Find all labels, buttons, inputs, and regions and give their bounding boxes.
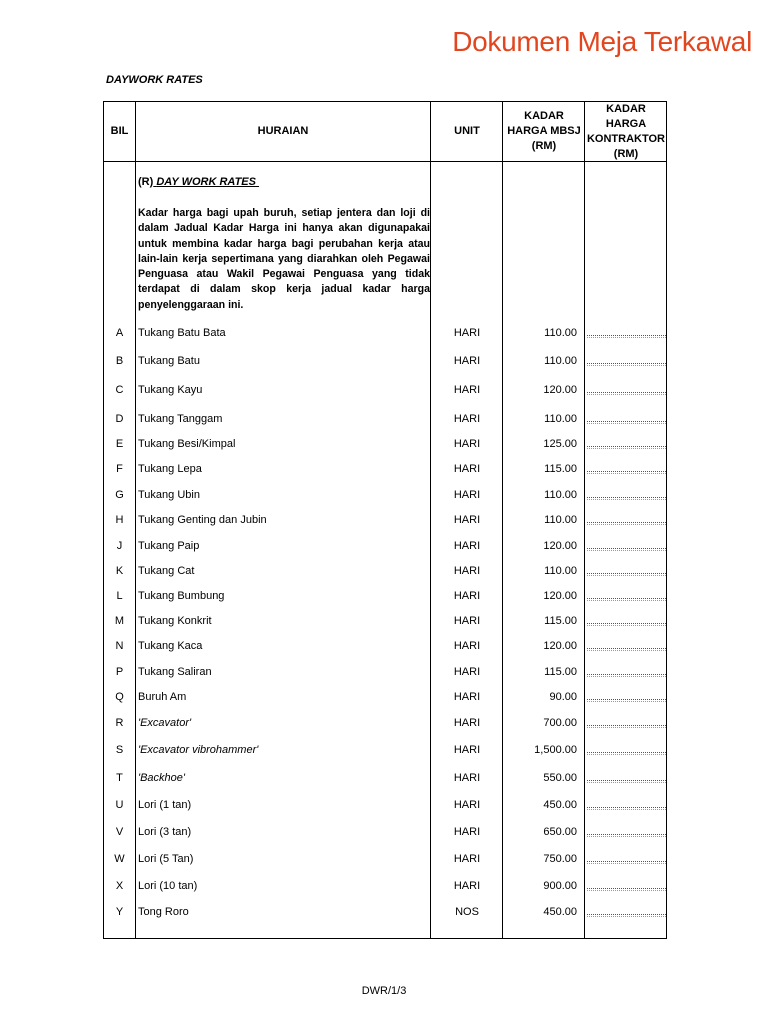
row-huraian: Tukang Ubin [138, 489, 200, 501]
row-unit: HARI [453, 691, 481, 703]
row-rate-kontraktor-blank[interactable] [587, 888, 666, 889]
row-rate-kontraktor-blank[interactable] [587, 573, 666, 574]
row-rate-kontraktor-blank[interactable] [587, 446, 666, 447]
row-rate-mbsj: 1,500.00 [534, 744, 577, 756]
row-rate-kontraktor-underline [587, 499, 666, 500]
row-rate-mbsj: 450.00 [543, 906, 577, 918]
row-unit: HARI [453, 666, 481, 678]
row-unit: HARI [453, 640, 481, 652]
row-huraian: Tukang Paip [138, 540, 200, 552]
row-rate-kontraktor-underline [587, 916, 666, 917]
table-row [0, 639, 768, 653]
row-huraian: Tukang Kaca [138, 640, 203, 652]
header-kadar-mbsj-line3: (RM) [531, 140, 557, 152]
row-unit: HARI [453, 853, 481, 865]
row-rate-mbsj: 700.00 [543, 717, 577, 729]
row-huraian: Tukang Genting dan Jubin [138, 514, 267, 526]
row-rate-kontraktor-blank[interactable] [587, 598, 666, 599]
row-rate-mbsj: 115.00 [544, 666, 577, 678]
row-rate-kontraktor-blank[interactable] [587, 363, 666, 364]
row-rate-kontraktor-blank[interactable] [587, 471, 666, 472]
row-rate-kontraktor-underline [587, 863, 666, 864]
row-rate-kontraktor-blank[interactable] [587, 725, 666, 726]
row-rate-mbsj: 900.00 [543, 880, 577, 892]
header-bil: BIL [110, 125, 129, 137]
row-rate-mbsj: 450.00 [543, 799, 577, 811]
row-rate-kontraktor-underline [587, 754, 666, 755]
table-row [0, 513, 768, 527]
row-rate-kontraktor-underline [587, 676, 666, 677]
row-rate-kontraktor-underline [587, 337, 666, 338]
table-row [0, 412, 768, 426]
row-huraian: Tukang Kayu [138, 384, 203, 396]
row-rate-mbsj: 125.00 [543, 438, 577, 450]
row-huraian: Tukang Konkrit [138, 615, 212, 627]
row-huraian: Buruh Am [138, 691, 187, 703]
row-bil: R [115, 717, 124, 729]
row-rate-kontraktor-blank[interactable] [587, 421, 666, 422]
row-unit: NOS [455, 906, 479, 918]
row-bil: X [115, 880, 124, 892]
row-bil: C [115, 384, 124, 396]
row-rate-kontraktor-blank[interactable] [587, 780, 666, 781]
row-unit: HARI [453, 744, 481, 756]
row-rate-mbsj: 110.00 [544, 413, 577, 425]
row-rate-mbsj: 115.00 [544, 463, 577, 475]
row-rate-kontraktor-underline [587, 448, 666, 449]
table-row [0, 539, 768, 553]
row-rate-kontraktor-blank[interactable] [587, 807, 666, 808]
row-unit: HARI [453, 327, 481, 339]
row-rate-mbsj: 120.00 [543, 540, 577, 552]
page-number: DWR/1/3 [361, 985, 407, 997]
row-rate-kontraktor-underline [587, 701, 666, 702]
header-kadar-kontraktor-line3: KONTRAKTOR [586, 133, 665, 145]
row-rate-kontraktor-blank[interactable] [587, 914, 666, 915]
row-rate-kontraktor-blank[interactable] [587, 392, 666, 393]
table-row [0, 825, 768, 839]
row-rate-kontraktor-blank[interactable] [587, 861, 666, 862]
header-unit: UNIT [454, 125, 480, 137]
section-title: DAY WORK RATES [156, 176, 256, 188]
row-rate-mbsj: 120.00 [543, 384, 577, 396]
table-row [0, 462, 768, 476]
row-huraian: Lori (3 tan) [138, 826, 192, 838]
row-rate-kontraktor-underline [587, 650, 666, 651]
table-row [0, 326, 768, 340]
row-bil: L [116, 590, 123, 602]
row-rate-mbsj: 110.00 [544, 565, 577, 577]
row-unit: HARI [453, 463, 481, 475]
row-bil: K [115, 565, 124, 577]
row-bil: S [115, 744, 124, 756]
row-unit: HARI [453, 540, 481, 552]
row-rate-kontraktor-underline [587, 809, 666, 810]
row-unit: HARI [453, 590, 481, 602]
row-bil: N [115, 640, 124, 652]
row-rate-kontraktor-blank[interactable] [587, 648, 666, 649]
row-rate-mbsj: 120.00 [543, 590, 577, 602]
row-huraian: Tukang Batu Bata [138, 327, 226, 339]
header-kadar-kontraktor-line4: (RM) [613, 148, 639, 160]
watermark-text: Dokumen Meja Terkawal [452, 26, 752, 57]
row-unit: HARI [453, 413, 481, 425]
table-row [0, 716, 768, 730]
row-unit: HARI [453, 514, 481, 526]
row-rate-mbsj: 750.00 [543, 853, 577, 865]
row-rate-kontraktor-underline [587, 423, 666, 424]
row-rate-kontraktor-underline [587, 727, 666, 728]
header-kadar-mbsj-line2: HARGA MBSJ [507, 125, 581, 137]
row-rate-kontraktor-blank[interactable] [587, 752, 666, 753]
header-kadar-kontraktor-line1: KADAR [606, 103, 646, 115]
row-huraian: 'Excavator' [138, 717, 192, 729]
row-rate-kontraktor-underline [587, 836, 666, 837]
table-row [0, 488, 768, 502]
table-row [0, 564, 768, 578]
row-rate-mbsj: 550.00 [543, 772, 577, 784]
section-description: Kadar harga bagi upah buruh, setiap jentera dan loji di dalam Jadual Kadar Harga ini hanya akan digunapakai untuk membina kadar harga bagi perubahan kerja atau lain-lain kerja sepertimana yang diarahkan oleh Pegawai Penguasa atau Wakil Pegawai Penguasa yang tidak terdapat di dalam skop kerja jadual kadar harga penyelenggaraan ini. [138, 207, 430, 311]
row-unit: HARI [453, 384, 481, 396]
row-rate-kontraktor-underline [587, 524, 666, 525]
row-bil: J [116, 540, 123, 552]
row-unit: HARI [453, 826, 481, 838]
row-rate-mbsj: 90.00 [549, 691, 577, 703]
row-rate-kontraktor-blank[interactable] [587, 522, 666, 523]
row-rate-kontraktor-blank[interactable] [587, 674, 666, 675]
row-rate-kontraktor-blank[interactable] [587, 699, 666, 700]
table-row [0, 743, 768, 757]
row-unit: HARI [453, 355, 481, 367]
row-huraian: Lori (10 tan) [138, 880, 198, 892]
row-bil: T [116, 772, 123, 784]
header-huraian: HURAIAN [257, 125, 309, 137]
table-row [0, 437, 768, 451]
row-rate-kontraktor-blank[interactable] [587, 335, 666, 336]
row-bil: D [115, 413, 124, 425]
row-unit: HARI [453, 565, 481, 577]
row-bil: H [115, 514, 124, 526]
row-rate-kontraktor-underline [587, 782, 666, 783]
header-kadar-kontraktor-line2: HARGA [605, 118, 647, 130]
row-huraian: Tukang Cat [138, 565, 195, 577]
row-huraian: Tukang Batu [138, 355, 200, 367]
row-bil: B [115, 355, 124, 367]
table-row [0, 614, 768, 628]
row-unit: HARI [453, 438, 481, 450]
row-bil: V [115, 826, 124, 838]
table-row [0, 798, 768, 812]
table-row [0, 905, 768, 919]
document-title: DAYWORK RATES [106, 74, 203, 86]
row-huraian: Tukang Lepa [138, 463, 202, 475]
row-huraian: Tukang Tanggam [138, 413, 223, 425]
row-bil: U [115, 799, 124, 811]
table-row [0, 383, 768, 397]
row-unit: HARI [453, 717, 481, 729]
row-bil: Y [115, 906, 124, 918]
row-bil: Q [115, 691, 124, 703]
row-bil: A [115, 327, 124, 339]
row-rate-mbsj: 650.00 [543, 826, 577, 838]
row-huraian: Lori (1 tan) [138, 799, 192, 811]
row-unit: HARI [453, 489, 481, 501]
row-rate-kontraktor-underline [587, 575, 666, 576]
row-rate-kontraktor-blank[interactable] [587, 497, 666, 498]
row-rate-kontraktor-underline [587, 550, 666, 551]
row-bil: M [114, 615, 125, 627]
row-rate-kontraktor-underline [587, 365, 666, 366]
row-rate-kontraktor-underline [587, 394, 666, 395]
table-row [0, 771, 768, 785]
table-row [0, 354, 768, 368]
table-row [0, 665, 768, 679]
row-rate-mbsj: 110.00 [544, 489, 577, 501]
row-unit: HARI [453, 799, 481, 811]
row-rate-mbsj: 120.00 [543, 640, 577, 652]
section-code: (R) [138, 176, 154, 188]
row-bil: F [116, 463, 123, 475]
row-bil: P [115, 666, 124, 678]
row-bil: G [115, 489, 124, 501]
table-row [0, 852, 768, 866]
row-rate-kontraktor-underline [587, 600, 666, 601]
row-huraian: Tukang Besi/Kimpal [138, 438, 236, 450]
row-rate-mbsj: 110.00 [544, 355, 577, 367]
row-rate-kontraktor-underline [587, 890, 666, 891]
row-rate-kontraktor-blank[interactable] [587, 548, 666, 549]
row-huraian: Tong Roro [138, 906, 189, 918]
row-bil: W [114, 853, 125, 865]
table-row [0, 879, 768, 893]
row-rate-mbsj: 110.00 [544, 327, 577, 339]
table-row [0, 690, 768, 704]
row-bil: E [115, 438, 124, 450]
table-row [0, 589, 768, 603]
row-rate-kontraktor-blank[interactable] [587, 834, 666, 835]
row-rate-mbsj: 115.00 [544, 615, 577, 627]
row-huraian: Tukang Saliran [138, 666, 212, 678]
row-huraian: 'Excavator vibrohammer' [138, 744, 259, 756]
row-huraian: Tukang Bumbung [138, 590, 225, 602]
row-huraian: Lori (5 Tan) [138, 853, 194, 865]
row-rate-kontraktor-underline [587, 625, 666, 626]
row-unit: HARI [453, 880, 481, 892]
row-unit: HARI [453, 615, 481, 627]
row-rate-kontraktor-blank[interactable] [587, 623, 666, 624]
header-kadar-mbsj-line1: KADAR [524, 110, 564, 122]
row-rate-mbsj: 110.00 [544, 514, 577, 526]
row-rate-kontraktor-underline [587, 473, 666, 474]
row-huraian: 'Backhoe' [138, 772, 186, 784]
row-unit: HARI [453, 772, 481, 784]
